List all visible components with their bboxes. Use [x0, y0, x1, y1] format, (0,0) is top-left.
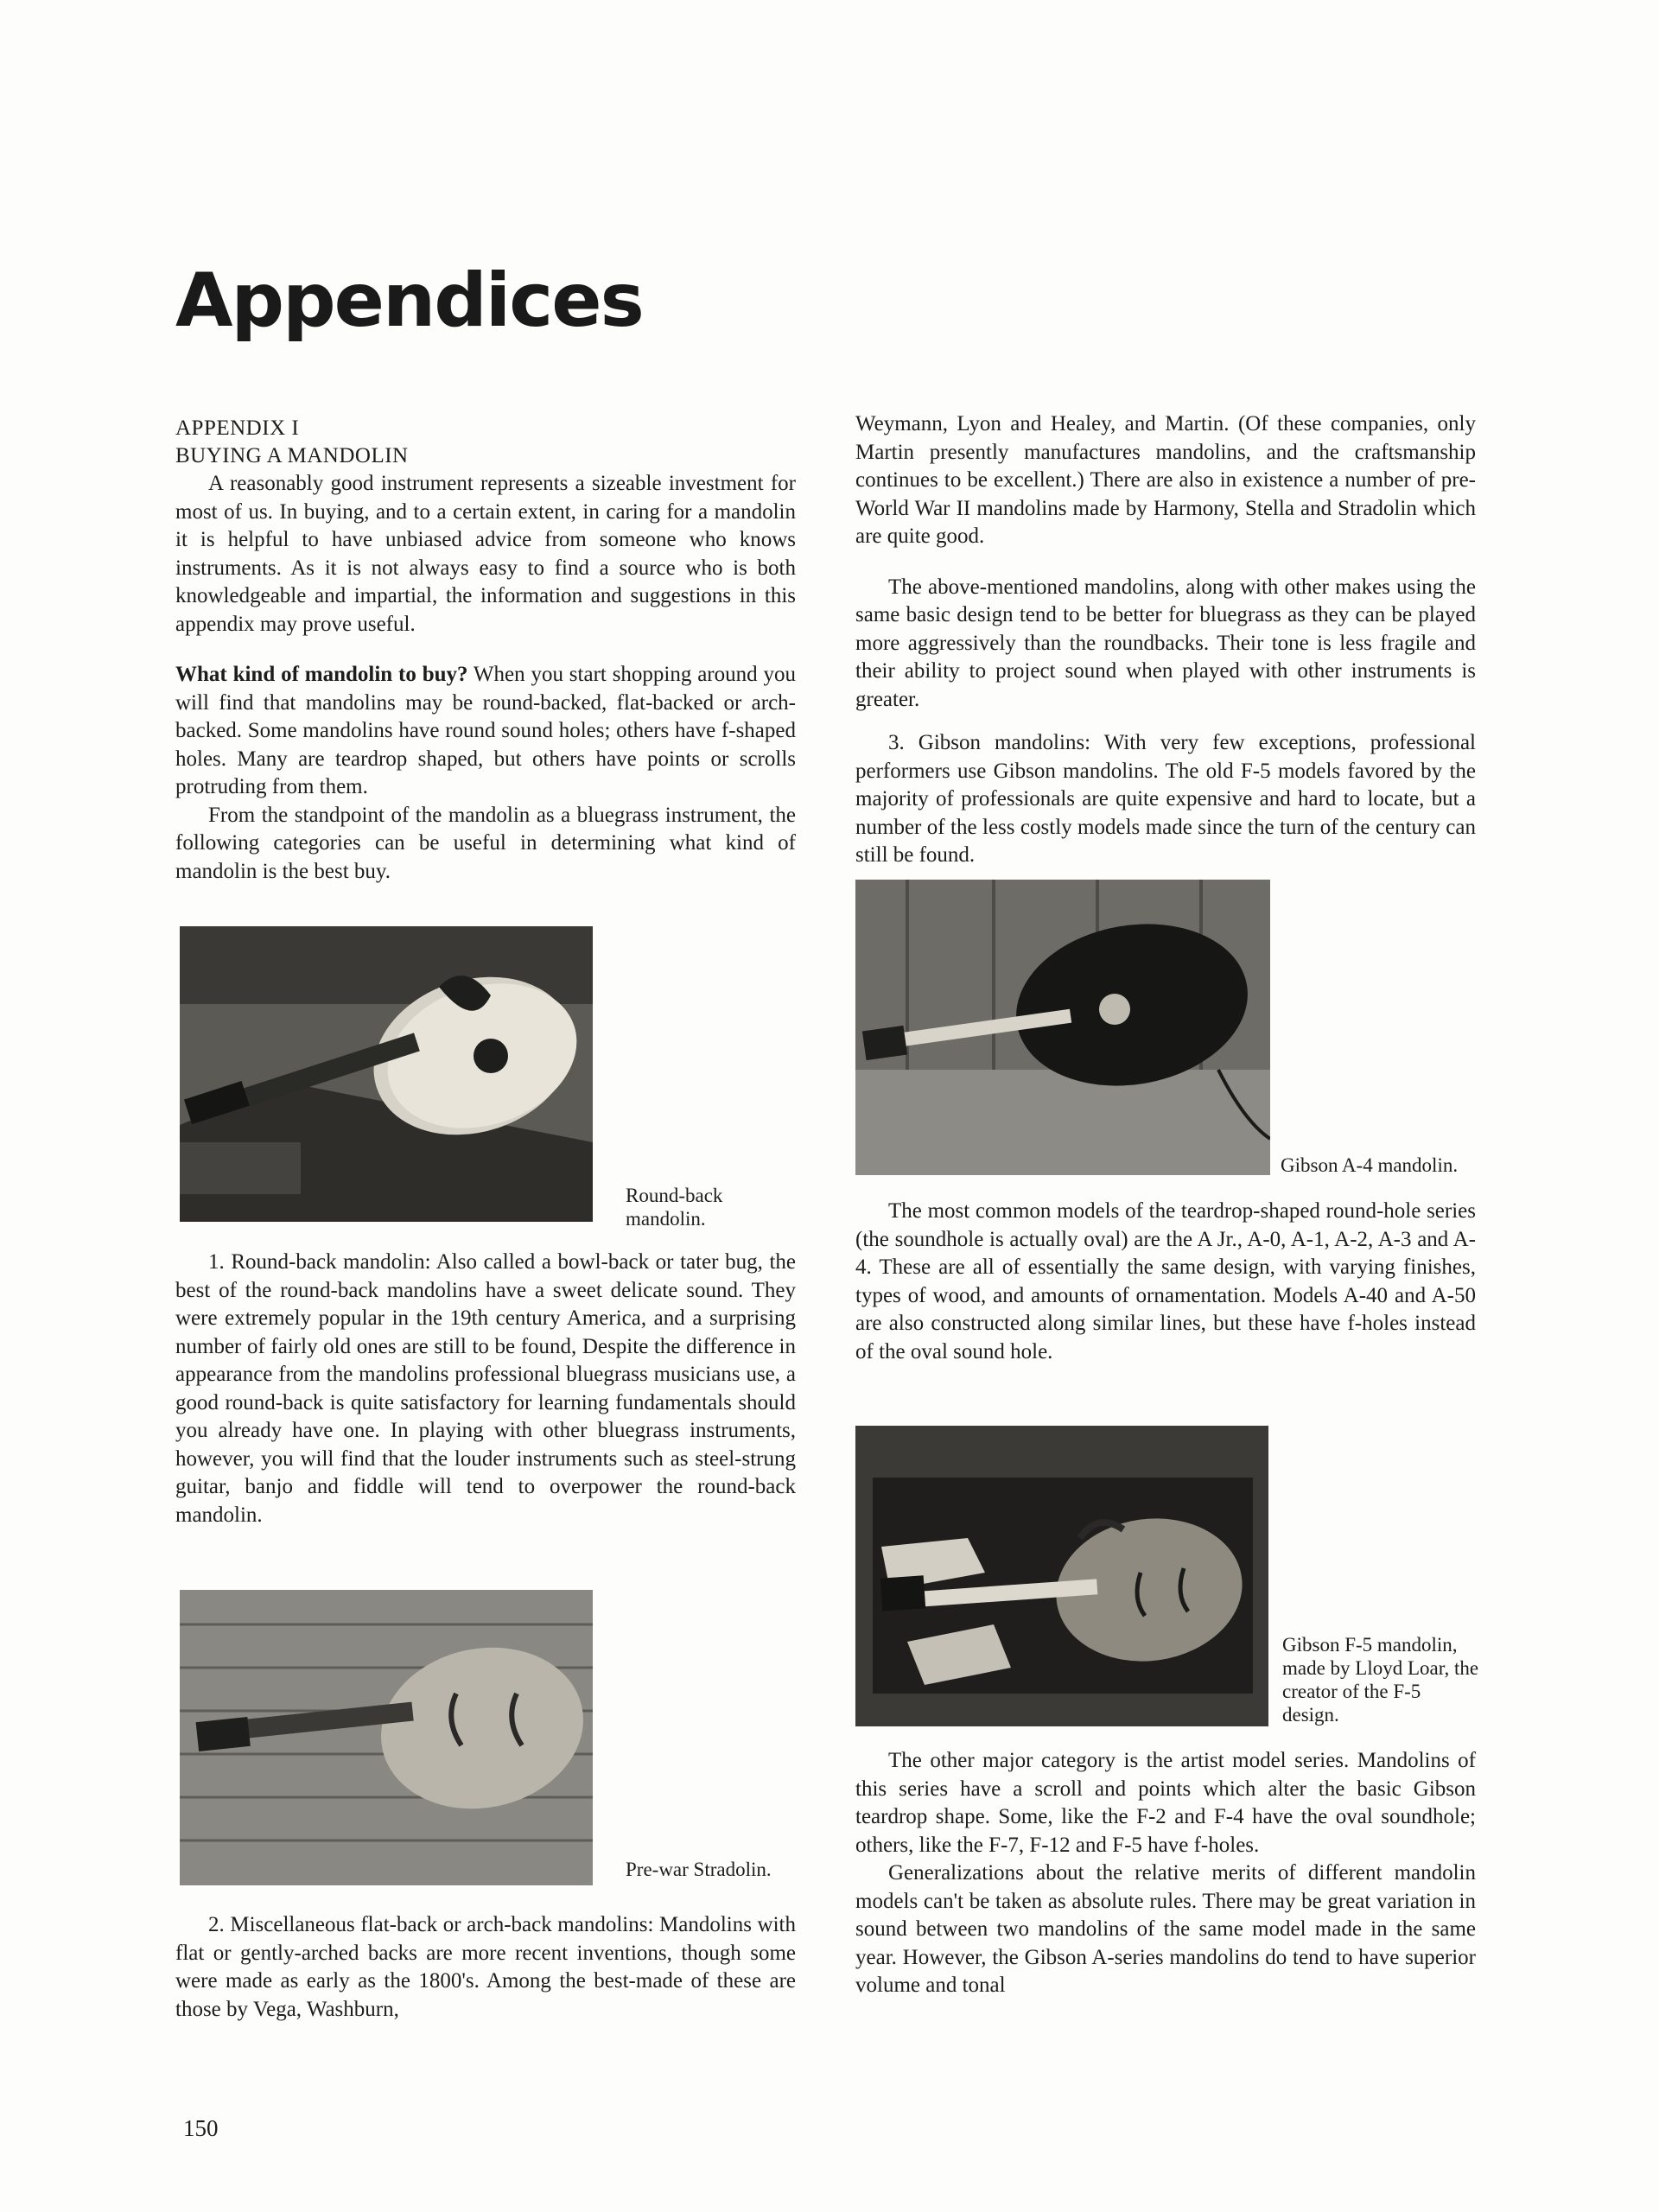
gibson-paragraph: 3. Gibson mandolins: With very few exceptions, professional performers use Gibson mandolins. The old F-5 models favored by the majority of professionals are quite expensive and hard to locate, but a number of the less costly models made since the turn of the century can still be found.	[855, 731, 1476, 867]
roundback-paragraph: 1. Round-back mandolin: Also called a bowl-back or tater bug, the best of the round-back mandolins have a sweet delicate sound. They were extremely popular in the 19th century America, and a surprising number of fairly old ones are still to be found, Despite the difference in appearance from the mandolins professional bluegrass musicians use, a good round-back is quite satisfactory for learning fundamentals should you already have one. In playing with other bluegrass instruments, however, you will find that the louder instruments such as steel-strung guitar, banjo and fiddle will tend to overpower the round-back mandolin.	[175, 1250, 796, 1527]
right-column-bottom	[855, 1747, 1476, 2000]
left-column-top	[175, 415, 796, 886]
appendix-label: APPENDIX I	[175, 416, 300, 440]
standpoint-paragraph: From the standpoint of the mandolin as a bluegrass instrument, the following categories can be useful in determining what kind of mandolin is the best buy.	[175, 803, 796, 883]
above-mentioned-paragraph: The above-mentioned mandolins, along with other makes using the same basic design tend to be better for bluegrass as they can be played more aggressively than the roundbacks. Their tone is less fragile and their ability to project sound when played with other instruments is greater.	[855, 575, 1476, 711]
gibson-f5-image	[855, 1426, 1268, 1726]
stradolin-image	[180, 1590, 593, 1885]
intro-paragraph: A reasonably good instrument represents a sizeable investment for most of us. In buying, and to a certain extent, in caring for a mandolin it is helpful to have unbiased advice from someone who knows instruments. As it is not always easy to find a source who is both knowledgeable and impartial, the information and suggestions in this appendix may prove useful.	[175, 472, 796, 636]
left-column-bottom	[175, 1911, 796, 2024]
caption-stradolin: Pre-war Stradolin.	[626, 1859, 772, 1880]
kind-paragraph	[175, 661, 796, 802]
section-title: BUYING A MANDOLIN	[175, 444, 409, 467]
gibson-a4-image	[855, 880, 1270, 1175]
left-column-middle	[175, 1249, 796, 1529]
photo-gibson-f5	[855, 1426, 1268, 1726]
right-column-middle	[855, 1198, 1476, 1366]
caption-gibson-f5: Gibson F-5 mandolin, made by Lloyd Loar, the creator of the F-5 design.	[1282, 1634, 1479, 1726]
generalizations-paragraph: Generalizations about the relative merits of different mandolin models can't be taken as absolute rules. There may be great variation in sound between two mandolins of the same model made in the same year. However, the Gibson A-series mandolins do tend to have superior volume and tonal	[855, 1861, 1476, 1997]
roundback-mandolin-image	[180, 926, 593, 1222]
kind-heading: What kind of mandolin to buy?	[175, 663, 468, 686]
page-title: Appendices	[175, 257, 643, 344]
continuation-paragraph: Weymann, Lyon and Healey, and Martin. (Of these companies, only Martin presently manufactures mandolins, and the craftsmanship continues to be excellent.) There are also in existence a number of pre-World War II mandolins made by Harmony, Stella and Stradolin which are quite good.	[855, 412, 1476, 548]
caption-roundback: Round-back mandolin.	[626, 1185, 723, 1230]
caption-gibson-a4: Gibson A-4 mandolin.	[1281, 1154, 1459, 1176]
photo-roundback-mandolin	[180, 926, 593, 1222]
photo-stradolin	[180, 1590, 593, 1885]
right-column-top	[855, 410, 1476, 870]
artist-series-paragraph: The other major category is the artist model series. Mandolins of this series have a scroll and points which alter the basic Gibson teardrop shape. Some, like the F-2 and F-4 have the oval soundhole; others, like the F-7, F-12 and F-5 have f-holes.	[855, 1749, 1476, 1857]
photo-gibson-a4	[855, 880, 1270, 1175]
page-number: 150	[183, 2115, 219, 2141]
misc-paragraph: 2. Miscellaneous flat-back or arch-back mandolins: Mandolins with flat or gently-arched backs are more recent inventions, though some were made as early as the 1800's. Among the best-made of these are those by Vega, Washburn,	[175, 1913, 796, 2021]
common-models-paragraph: The most common models of the teardrop-shaped round-hole series (the soundhole is actually oval) are the A Jr., A-0, A-1, A-2, A-3 and A-4. These are all of essentially the same design, with varying finishes, types of wood, and amounts of ornamentation. Models A-40 and A-50 are also constructed along similar lines, but these have f-holes instead of the oval sound hole.	[855, 1199, 1476, 1363]
kind-text: When you start shopping around you will find that mandolins may be round-backed, flat-backed or arch-backed. Some mandolins have round sound holes; others have f-shaped holes. Many are teardrop shaped, but others have points or scrolls protruding from them.	[175, 663, 796, 798]
